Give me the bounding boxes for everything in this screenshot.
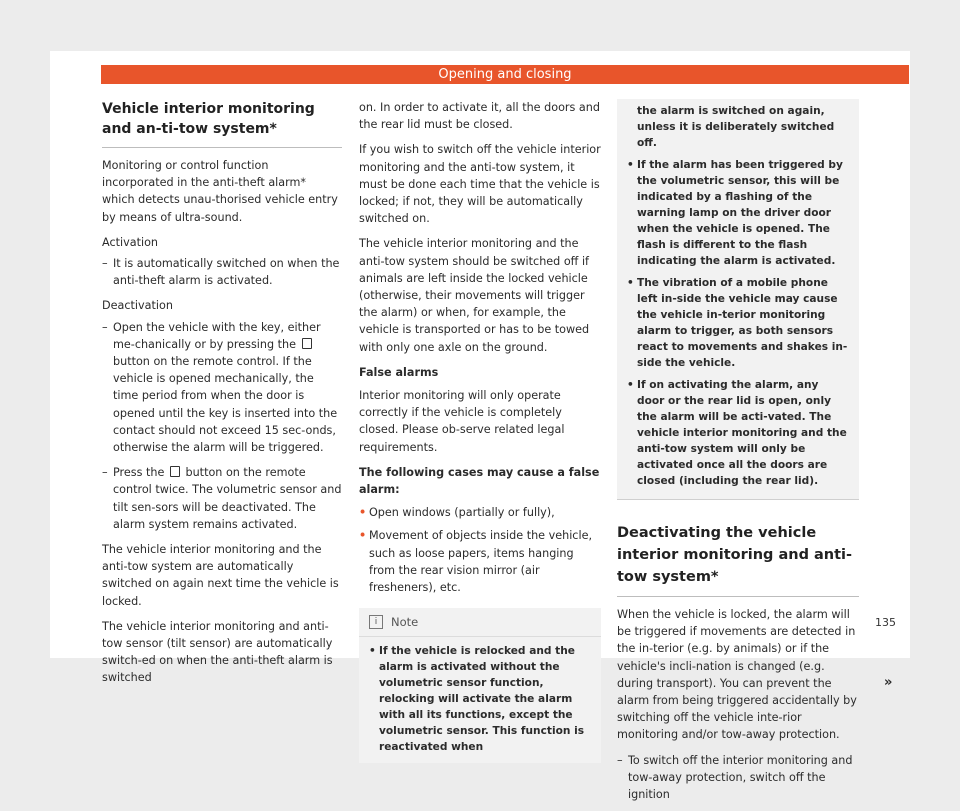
chapter-header: Opening and closing [101,65,909,84]
manual-page [50,51,910,802]
deact-item1-text-b: button on the remote control. If the vehicle is opened mechanically, the time period from when the door is opened until the key is inserted into the contact should not exceed 15 sec-onds, otherwise the alarm will be triggered. [113,355,338,455]
bullet-marker: • [627,379,634,391]
list-item-text: Movement of objects inside the vehicle, such as loose papers, items hanging from the rear vision mirror (air fresheners), etc. [369,529,593,595]
bullet-marker: • [359,506,367,520]
bullet-marker: • [369,645,376,658]
continued-marker: » [884,675,893,690]
note-item [627,275,849,371]
paragraph: The vehicle interior monitoring and the anti-tow system should be switched off if animals are left inside the locked vehicle (otherwise, their movements will trigger the alarm) or when, for example, the vehicle is transported or has to be towed with only one axle on the ground. [359,237,590,354]
paragraph: The vehicle interior monitoring and anti-tow sensor (tilt sensor) are automatically switch-ed on when the anti-theft alarm is switched [102,619,333,685]
activation-heading: Activation [102,235,159,249]
unlock-button-icon [302,338,312,349]
lock-button-icon [170,466,180,477]
paragraph: on. In order to activate it, all the doors and the rear lid must be closed. [359,101,600,132]
section-title: Deactivating the vehicle interior monitoring and anti-tow system* [617,522,859,597]
section-title: Vehicle interior monitoring and an-ti-tow system* [102,99,342,148]
paragraph: The vehicle interior monitoring and the anti-tow system are automatically switched on again next time the vehicle is locked. [102,543,339,608]
list-item [359,527,601,596]
deact-item2-text-a: Press the [113,466,165,480]
column-2 [359,99,601,763]
dash-marker: – [102,320,108,334]
paragraph: Interior monitoring will only operate correctly if the vehicle is completely closed. Please ob-serve related legal requirements. [359,389,565,454]
dash-marker: – [102,257,108,271]
deactivation-heading: Deactivation [102,299,173,313]
note-box [359,608,601,763]
note-text: If the alarm has been triggered by the volumetric sensor, this will be indicated by a flashing of the warning lamp on the driver door when the vehicle is opened. The flash is different to the flash indicating the alarm is activated. [637,159,843,267]
dash-marker: – [102,466,108,480]
note-box-continued [617,99,859,500]
deact-item1-text-a: Open the vehicle with the key, either me-chanically or by pressing the [113,320,321,351]
activation-item [102,255,342,289]
paragraph: If you wish to switch off the vehicle interior monitoring and the anti-tow system, it must be done each time that the vehicle is locked; if not, they will be automatically switched on. [359,143,601,226]
note-label: Note [391,615,419,630]
paragraph: When the vehicle is locked, the alarm will be triggered if movements are detected in the in-terior (e.g. by animals) or if the vehicle's incli-nation is changed (e.g. during transport). You can prevent the alarm from being triggered accidentally by switching off the vehicle inte-rior monitoring and/or tow-away protection. [617,608,857,742]
deactivation-item-2 [102,464,342,533]
deact-item2-text-b: button on the remote control twice. The volumetric sensor and tilt sen-sors will be deactivated. The alarm system remains activated. [113,466,342,531]
note-item [627,157,849,269]
false-alarm-cases-heading: The following cases may cause a false alarm: [359,465,600,497]
column-3 [617,99,859,811]
list-item-text: Open windows (partially or fully), [369,506,555,520]
dash-marker: – [617,753,623,767]
note-item [369,643,591,755]
bullet-marker: • [359,529,367,543]
intro-paragraph: Monitoring or control function incorporated in the anti-theft alarm* which detects unau-thorised vehicle entry by means of ultra-sound. [102,159,338,224]
note-item [627,377,849,489]
column-1 [102,99,342,695]
info-icon: i [369,615,383,629]
note-text: If the vehicle is relocked and the alarm is activated without the volumetric sensor function, relocking will activate the alarm with all its functions, except the volumetric sensor. This function is reactivated when [379,645,585,754]
bullet-marker: • [627,159,634,171]
note-text: The vibration of a mobile phone left in-side the vehicle may cause the vehicle in-terior monitoring alarm to trigger, as both sensors react to movements and shakes in-side the vehicle. [637,277,848,369]
bullet-marker: • [627,277,634,289]
note-text: If on activating the alarm, any door or the rear lid is open, only the alarm will be acti-vated. The vehicle interior monitoring and the anti-tow system will only be activated once all the doors are closed (including the rear lid). [637,379,847,487]
note-header [359,608,601,637]
list-item [359,504,601,521]
note-continued-text: the alarm is switched on again, unless it is deliberately switched off. [637,105,835,149]
instruction-item [617,752,859,804]
false-alarms-heading: False alarms [359,365,439,379]
activation-item-text: It is automatically switched on when the anti-theft alarm is activated. [113,257,340,288]
deactivation-item-1 [102,319,342,457]
page-number: 135 [875,616,896,629]
instruction-item-text: To switch off the interior monitoring and tow-away protection, switch off the ignition [628,753,853,802]
